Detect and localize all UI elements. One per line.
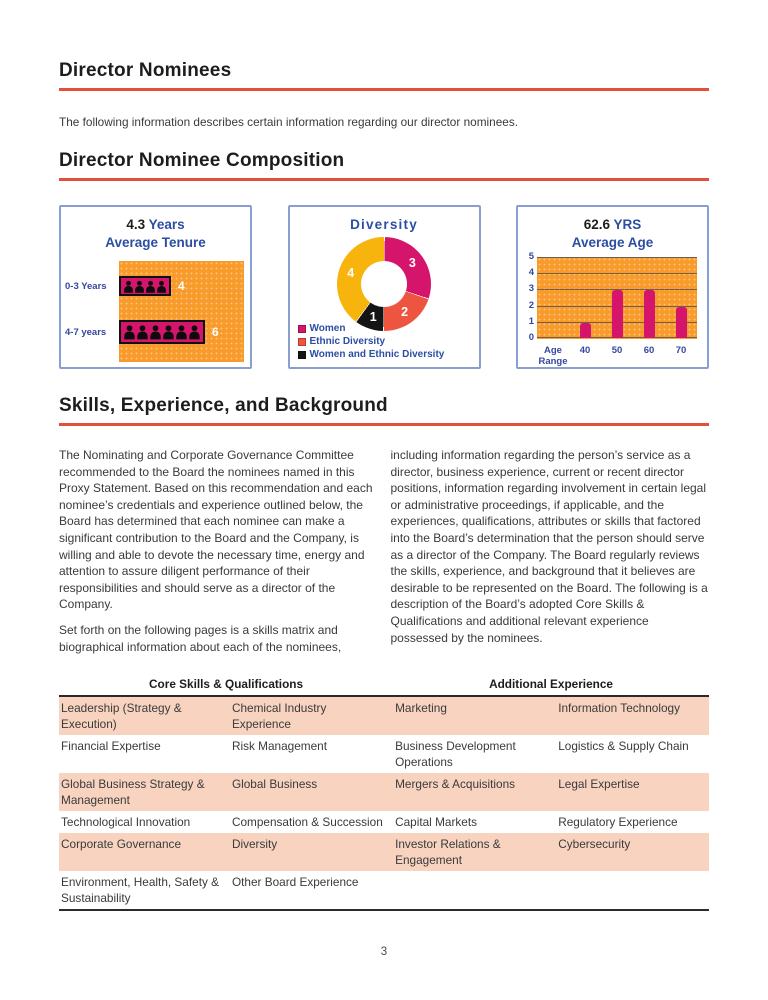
tenure-category-label: 4-7 years	[65, 326, 107, 338]
age-value-text: 62.6	[583, 217, 610, 232]
body-column-right	[391, 447, 710, 664]
legend-label: Women and Ethnic Diversity	[309, 349, 445, 360]
person-icon	[145, 280, 156, 293]
tenure-subtitle-text: Average Tenure	[105, 235, 206, 250]
tenure-value-label: 6	[212, 325, 219, 339]
legend-label: Women	[309, 323, 346, 334]
age-bar	[676, 307, 687, 338]
tenure-unit-text: Years	[148, 217, 185, 232]
donut-segment-value: 4	[347, 266, 355, 281]
legend-swatch	[298, 351, 306, 359]
person-icon	[175, 324, 188, 340]
person-icon	[149, 324, 162, 340]
average-tenure-chart	[59, 205, 252, 369]
skills-table-cell: Compensation & Succession	[231, 815, 383, 830]
skills-table-cell: Mergers & Acquisitions	[395, 777, 516, 792]
skills-table-cell: Logistics & Supply Chain	[558, 739, 689, 754]
skills-table-cell: Technological Innovation	[61, 815, 191, 830]
age-x-label: 70	[675, 345, 687, 356]
skills-table	[59, 676, 709, 911]
skills-table-cell: Diversity	[231, 837, 278, 852]
skills-table-cell: Chemical Industry Experience	[231, 701, 327, 732]
body-paragraph: including information regarding the person’s service as a director, business experience, current or recent director positions, information regarding involvement in certain legal or administrative proceedings, if applicable, and the experiences, qualifications, attributes or skills that factored into the Board’s determination that the person should serve as a director of the Company. The Board regularly reviews the skills, experience, and background that it believes are desirable to be represented on the Board. The following is a description of the Board’s adopted Core Skills & Qualifications and additional relevant experience possessed by the nominees.	[390, 448, 708, 645]
skills-table-header-row	[59, 676, 709, 696]
skills-table-cell: Marketing	[395, 701, 447, 716]
skills-table-cell: Leadership (Strategy & Execution)	[61, 701, 182, 732]
age-plot-area	[537, 257, 697, 339]
donut-segment-value: 3	[408, 256, 416, 271]
age-bar-chart	[522, 251, 697, 343]
age-y-axis	[522, 251, 537, 343]
skills-table-cell: Legal Expertise	[558, 777, 640, 792]
skills-table-cell: Environment, Health, Safety & Sustainability	[61, 875, 220, 906]
skills-table-cell: Corporate Governance	[61, 837, 182, 852]
legend-item	[298, 335, 445, 348]
skills-table-row	[59, 735, 709, 773]
average-tenure-title	[61, 216, 250, 252]
heading-skills-experience-background: Skills, Experience, and Background	[59, 395, 709, 426]
tenure-value-label: 4	[178, 279, 185, 293]
tenure-row	[65, 273, 244, 299]
skills-table-cell: Information Technology	[558, 701, 680, 716]
age-gridline	[537, 273, 697, 274]
skills-table-row	[59, 833, 709, 871]
legend-swatch	[298, 338, 306, 346]
skills-table-cell: Financial Expertise	[61, 739, 161, 754]
page-number: 3	[380, 946, 388, 958]
person-icon	[188, 324, 201, 340]
age-x-axis-labels	[537, 345, 697, 367]
tenure-bar-chart	[63, 261, 244, 362]
legend-item	[298, 322, 445, 335]
age-y-tick: 4	[528, 267, 534, 279]
age-y-tick: 5	[528, 251, 534, 262]
diversity-chart	[288, 205, 481, 369]
skills-table-cell: Investor Relations & Engagement	[395, 837, 501, 868]
skills-table-row	[59, 773, 709, 811]
age-x-label: 60	[643, 345, 655, 356]
skills-table-cell: Global Business	[231, 777, 318, 792]
person-icon	[156, 280, 167, 293]
age-bar	[580, 323, 591, 338]
average-age-title	[518, 216, 707, 252]
age-y-tick: 3	[528, 283, 534, 295]
heading-director-nominee-composition: Director Nominee Composition	[59, 150, 709, 181]
skills-table-cell: Other Board Experience	[231, 875, 359, 890]
tenure-bar	[119, 276, 171, 296]
age-y-tick: 1	[528, 315, 534, 327]
average-age-chart	[516, 205, 709, 369]
composition-charts-row	[59, 205, 709, 369]
legend-swatch	[298, 325, 306, 333]
skills-table-cell: Global Business Strategy & Management	[61, 777, 205, 808]
person-icon	[134, 280, 145, 293]
tenure-category-label: 0-3 Years	[65, 280, 107, 292]
tenure-value-text: 4.3	[126, 217, 146, 232]
age-y-tick: 2	[528, 299, 534, 311]
skills-table-cell	[393, 871, 556, 910]
age-x-label: Age Range	[538, 345, 568, 367]
skills-table-row	[59, 871, 709, 910]
donut-segment-value: 2	[401, 305, 409, 320]
age-gridline	[537, 257, 697, 258]
skills-table-cell: Business Development Operations	[395, 739, 516, 770]
donut-segment-value: 1	[369, 310, 377, 325]
skills-table-row	[59, 696, 709, 735]
skills-table-row	[59, 811, 709, 833]
age-y-tick: 0	[528, 332, 534, 343]
age-bar	[644, 290, 655, 338]
donut-hole	[361, 261, 407, 307]
skills-table-cell	[556, 871, 709, 910]
body-paragraph: The Nominating and Corporate Governance Committee recommended to the Board the nominees named in this Proxy Statement. Based on this recommendation and each nominee’s credentials and experience outlined below, the Board has determined that each nominee can make a significant contribution to the Board and the Company, is willing and able to devote the necessary time, energy and attention to assure diligent performance of their responsibilities and should serve as a director of the Company.	[59, 448, 373, 612]
body-column-left	[59, 447, 378, 664]
person-icon	[136, 324, 149, 340]
tenure-bar	[119, 320, 205, 344]
intro-paragraph: The following information describes certain information regarding our director nominees.	[59, 115, 518, 129]
diversity-donut	[337, 237, 431, 331]
diversity-title: Diversity	[350, 217, 418, 232]
person-icon	[162, 324, 175, 340]
diversity-legend	[298, 322, 445, 361]
age-unit-text: YRS	[613, 217, 642, 232]
body-columns	[59, 447, 709, 664]
age-bar	[612, 290, 623, 338]
heading-director-nominees: Director Nominees	[59, 60, 709, 91]
person-icon	[123, 324, 136, 340]
legend-item	[298, 348, 445, 361]
age-x-label: 50	[611, 345, 623, 356]
body-paragraph: Set forth on the following pages is a skills matrix and biographical information about each of the nominees,	[59, 622, 342, 654]
person-icon	[123, 280, 134, 293]
age-x-label: 40	[579, 345, 591, 356]
legend-label: Ethnic Diversity	[309, 336, 386, 347]
skills-table-cell: Risk Management	[231, 739, 328, 754]
additional-experience-header: Additional Experience	[393, 676, 709, 696]
tenure-row	[65, 319, 244, 345]
skills-table-cell: Cybersecurity	[558, 837, 631, 852]
core-skills-header: Core Skills & Qualifications	[59, 676, 393, 696]
age-subtitle-text: Average Age	[571, 235, 654, 250]
skills-table-cell: Capital Markets	[395, 815, 478, 830]
skills-table-cell: Regulatory Experience	[558, 815, 678, 830]
